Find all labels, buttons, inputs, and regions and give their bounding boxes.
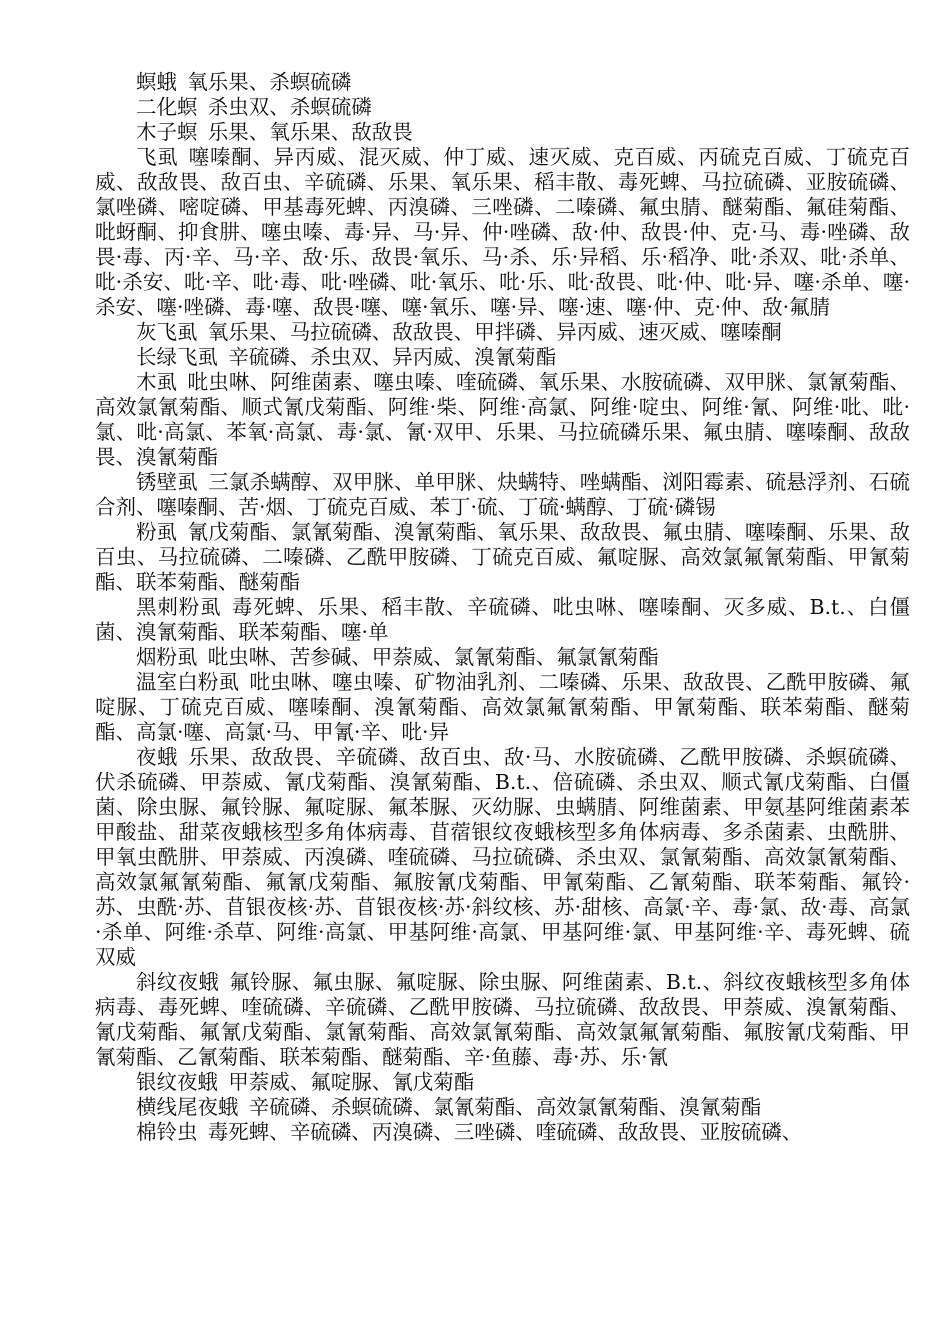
pest-entry — [95, 345, 910, 370]
pest-name: 横线尾夜蛾 — [136, 1095, 239, 1119]
pest-entry — [95, 70, 910, 95]
pest-name: 银纹夜蛾 — [136, 1070, 218, 1094]
pesticide-list: 氰戊菊酯、氯氰菊酯、溴氰菊酯、氧乐果、敌敌畏、氟虫腈、噻嗪酮、乐果、敌百虫、马拉硫磷、二嗪磷、乙酰甲胺磷、丁硫克百威、氟啶脲、高效氯氟氰菊酯、甲氰菊酯、联苯菊酯、醚菊酯 — [95, 520, 911, 594]
pest-entry — [95, 470, 910, 520]
document-page — [95, 70, 910, 1145]
pest-name: 飞虱 — [136, 145, 179, 169]
pest-entry — [95, 1095, 910, 1120]
pesticide-list: 吡虫啉、苦参碱、甲萘威、氯氰菊酯、氟氯氰菊酯 — [207, 645, 659, 669]
pest-name: 黑刺粉虱 — [136, 595, 222, 619]
pest-entry — [95, 645, 910, 670]
pesticide-list: 乐果、氧乐果、敌敌畏 — [207, 120, 413, 144]
pesticide-list: 辛硫磷、杀虫双、异丙威、溴氰菊酯 — [228, 345, 557, 369]
pest-name: 夜蛾 — [136, 745, 179, 769]
pest-entry — [95, 670, 910, 745]
pesticide-list: 杀虫双、杀螟硫磷 — [207, 95, 372, 119]
pest-entry — [95, 1120, 910, 1145]
pest-name: 温室白粉虱 — [136, 670, 240, 694]
pesticide-list: 噻嗪酮、异丙威、混灭威、仲丁威、速灭威、克百威、丙硫克百威、丁硫克百威、敌敌畏、敌百虫、辛硫磷、乐果、氧乐果、稻丰散、毒死蜱、马拉硫磷、亚胺硫磷、氯唑磷、嘧啶磷、甲基毒死蜱、丙溴磷、三唑磷、二嗪磷、氟虫腈、醚菊酯、氟硅菊酯、吡蚜酮、抑食肼、噻虫嗪、毒·异、马·异、仲·唑磷、敌·仲、敌畏·仲、克·马、毒·唑磷、敌畏·毒、丙·辛、马·辛、敌·乐、敌畏·氧乐、马·杀、乐·异稻、乐·稻净、吡·杀双、吡·杀单、吡·杀安、吡·辛、吡·毒、吡·唑磷、吡·氧乐、吡·乐、吡·敌畏、吡·仲、吡·异、噻·杀单、噻·杀安、噻·唑磷、毒·噻、敌畏·噻、噻·氧乐、噻·异、噻·速、噻·仲、克·仲、敌·氟腈 — [95, 145, 911, 319]
pesticide-list: 吡虫啉、噻虫嗪、矿物油乳剂、二嗪磷、乐果、敌敌畏、乙酰甲胺磷、氟啶脲、丁硫克百威、噻嗪酮、溴氰菊酯、高效氯氟氰菊酯、甲氰菊酯、联苯菊酯、醚菊酯、高氯·噻、高氯·马、甲氰·辛、吡·异 — [95, 670, 911, 744]
pest-name: 斜纹夜蛾 — [136, 970, 220, 994]
pest-name: 烟粉虱 — [136, 645, 198, 669]
pest-entry — [95, 595, 910, 645]
pesticide-list: 吡虫啉、阿维菌素、噻虫嗪、喹硫磷、氧乐果、水胺硫磷、双甲脒、氯氰菊酯、高效氯氰菊酯、顺式氰戊菊酯、阿维·柴、阿维·高氯、阿维·啶虫、阿维·氰、阿维·吡、吡·氯、吡·高氯、苯氧·高氯、毒·氯、氰·双甲、乐果、马拉硫磷乐果、氟虫腈、噻嗪酮、敌敌畏、溴氰菊酯 — [95, 370, 911, 469]
pest-entry — [95, 970, 910, 1070]
pesticide-list: 氟铃脲、氟虫脲、氟啶脲、除虫脲、阿维菌素、B.t.、斜纹夜蛾核型多角体病毒、毒死蜱、喹硫磷、辛硫磷、乙酰甲胺磷、马拉硫磷、敌敌畏、甲萘威、溴氰菊酯、氰戊菊酯、氟氰戊菊酯、氯氰菊酯、高效氯氰菊酯、高效氯氟氰菊酯、氟胺氰戊菊酯、甲氰菊酯、乙氰菊酯、联苯菊酯、醚菊酯、辛·鱼藤、毒·苏、乐·氰 — [95, 970, 910, 1069]
pest-entry — [95, 145, 910, 320]
pest-entry — [95, 745, 910, 970]
pest-entry — [95, 320, 910, 345]
pest-entry — [95, 1070, 910, 1095]
pest-entry — [95, 120, 910, 145]
pest-name: 棉铃虫 — [136, 1120, 198, 1144]
pesticide-list: 甲萘威、氟啶脲、氰戊菊酯 — [228, 1070, 475, 1094]
pest-entry — [95, 520, 910, 595]
pest-name: 二化螟 — [136, 95, 198, 119]
pesticide-list: 辛硫磷、杀螟硫磷、氯氰菊酯、高效氯氰菊酯、溴氰菊酯 — [248, 1095, 762, 1119]
pesticide-list: 氧乐果、杀螟硫磷 — [187, 70, 352, 94]
pest-name: 锈壁虱 — [136, 470, 198, 494]
pesticide-list: 毒死蜱、乐果、稻丰散、辛硫磷、吡虫啉、噻嗪酮、灭多威、B.t.、白僵菌、溴氰菊酯、联苯菊酯、噻·单 — [95, 595, 910, 644]
pesticide-list: 三氯杀螨醇、双甲脒、单甲脒、炔螨特、唑螨酯、浏阳霉素、硫悬浮剂、石硫合剂、噻嗪酮、苦·烟、丁硫克百威、苯丁·硫、丁硫·螨醇、丁硫·磷锡 — [95, 470, 910, 519]
pest-name: 木虱 — [136, 370, 178, 394]
pest-name: 粉虱 — [136, 520, 178, 544]
pesticide-list: 氧乐果、马拉硫磷、敌敌畏、甲拌磷、异丙威、速灭威、噻嗪酮 — [207, 320, 782, 344]
pest-name: 螟蛾 — [136, 70, 177, 94]
pest-entry — [95, 95, 910, 120]
pest-name: 长绿飞虱 — [136, 345, 218, 369]
pest-name: 木子螟 — [136, 120, 198, 144]
pest-entry — [95, 370, 910, 470]
pest-name: 灰飞虱 — [136, 320, 198, 344]
pesticide-list: 毒死蜱、辛硫磷、丙溴磷、三唑磷、喹硫磷、敌敌畏、亚胺硫磷、 — [207, 1120, 803, 1144]
pesticide-list: 乐果、敌敌畏、辛硫磷、敌百虫、敌·马、水胺硫磷、乙酰甲胺磷、杀螟硫磷、伏杀硫磷、甲萘威、氰戊菊酯、溴氰菊酯、B.t.、倍硫磷、杀虫双、顺式氰戊菊酯、白僵菌、除虫脲、氟铃脲、氟啶脲、氟苯脲、灭幼脲、虫螨腈、阿维菌素、甲氨基阿维菌素苯甲酸盐、甜菜夜蛾核型多角体病毒、苜蓿银纹夜蛾核型多角体病毒、多杀菌素、虫酰肼、甲氧虫酰肼、甲萘威、丙溴磷、喹硫磷、马拉硫磷、杀虫双、氯氰菊酯、高效氯氰菊酯、高效氯氟氰菊酯、氟氰戊菊酯、氟胺氰戊菊酯、甲氰菊酯、乙氰菊酯、联苯菊酯、氟铃·苏、虫酰·苏、苜银夜核·苏、苜银夜核·苏·斜纹核、苏·甜核、高氯·辛、毒·氯、敌·毒、高氯·杀单、阿维·杀草、阿维·高氯、甲基阿维·高氯、甲基阿维·氯、甲基阿维·辛、毒死蜱、硫双威 — [95, 745, 911, 969]
